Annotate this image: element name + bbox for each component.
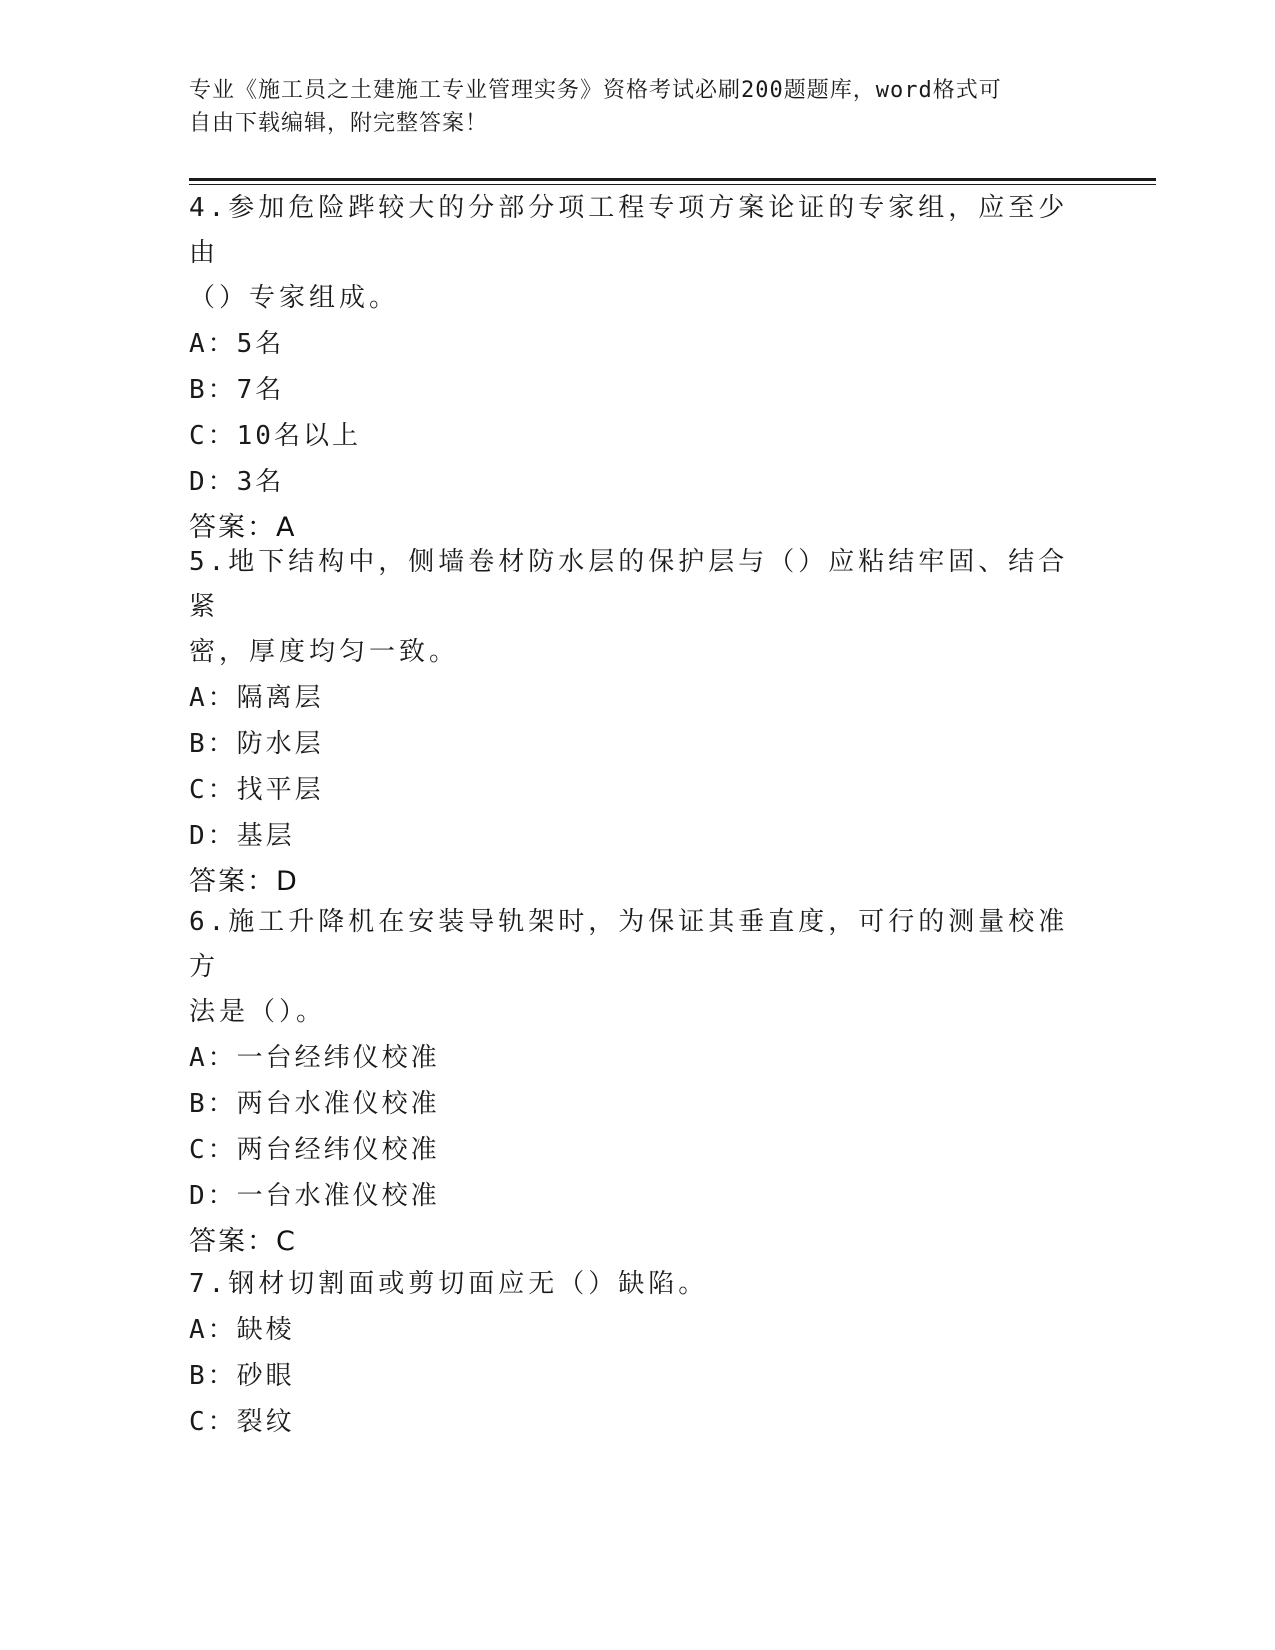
header-line-2: 自由下载编辑，附完整答案！ xyxy=(189,111,489,136)
option-a: A：5名 xyxy=(189,329,285,359)
answer: 答案：A xyxy=(189,512,297,543)
option-c: C：裂纹 xyxy=(189,1407,295,1437)
question-4 xyxy=(189,186,1089,551)
option-b: B：两台水准仪校准 xyxy=(189,1089,440,1119)
option-c: C：两台经纬仪校准 xyxy=(189,1135,440,1165)
option-a: A：缺棱 xyxy=(189,1315,295,1345)
question-stem-line-1: 6.施工升降机在安装导轨架时，为保证其垂直度，可行的测量校准方 xyxy=(189,907,1069,982)
option-d: D：基层 xyxy=(189,821,295,851)
option-d: D：3名 xyxy=(189,467,285,497)
option-c: C：10名以上 xyxy=(189,421,361,451)
question-stem-line-1: 5.地下结构中，侧墙卷材防水层的保护层与（）应粘结牢固、结合紧 xyxy=(189,547,1069,622)
document-header xyxy=(189,74,1069,140)
answer: 答案：C xyxy=(189,1226,297,1257)
header-divider-thin xyxy=(189,184,1156,185)
question-stem-line-2: 法是（）。 xyxy=(189,997,327,1027)
option-b: B：防水层 xyxy=(189,729,324,759)
option-b: B：7名 xyxy=(189,375,285,405)
question-7 xyxy=(189,1262,1089,1445)
header-line-1: 专业《施工员之土建施工专业管理实务》资格考试必刷200题题库，word格式可 xyxy=(189,78,1002,103)
question-stem-line-1: 7.钢材切割面或剪切面应无（）缺陷。 xyxy=(189,1269,709,1299)
option-c: C：找平层 xyxy=(189,775,324,805)
question-stem-line-2: （）专家组成。 xyxy=(189,283,400,313)
answer: 答案：D xyxy=(189,866,299,897)
option-a: A：一台经纬仪校准 xyxy=(189,1043,440,1073)
question-5 xyxy=(189,540,1089,905)
option-b: B：砂眼 xyxy=(189,1361,295,1391)
question-stem-line-1: 4.参加危险跸较大的分部分项工程专项方案论证的专家组，应至少由 xyxy=(189,193,1069,268)
question-stem-line-2: 密，厚度均匀一致。 xyxy=(189,637,460,667)
header-divider-thick xyxy=(189,178,1156,181)
option-a: A：隔离层 xyxy=(189,683,324,713)
question-6 xyxy=(189,900,1089,1265)
option-d: D：一台水准仪校准 xyxy=(189,1181,440,1211)
